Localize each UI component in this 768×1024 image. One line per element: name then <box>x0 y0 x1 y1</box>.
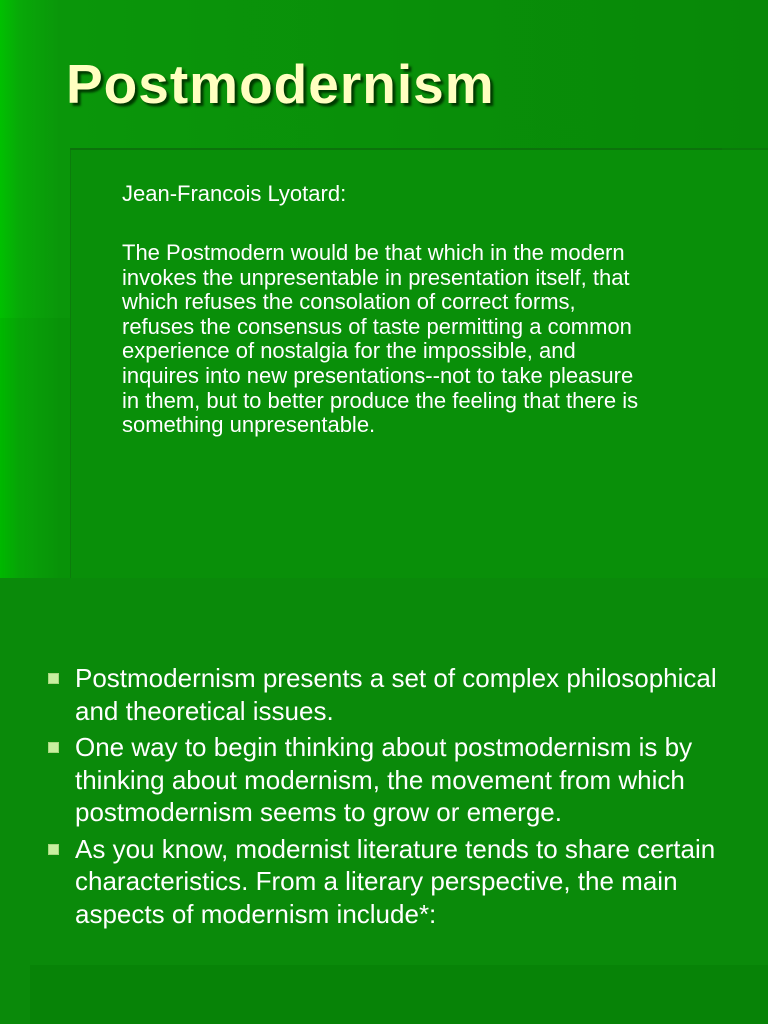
divider-vertical <box>70 148 71 578</box>
bullet-text: Postmodernism presents a set of complex philosophical and theoretical issues. <box>75 663 717 726</box>
square-bullet-icon <box>48 742 59 753</box>
square-bullet-icon <box>48 844 59 855</box>
quote-block <box>122 181 642 438</box>
square-bullet-icon <box>48 673 59 684</box>
divider-horizontal <box>70 148 722 150</box>
bullet-item <box>44 662 744 727</box>
quote-text: The Postmodern would be that which in the modern invokes the unpresentable in presentation itself, that which refuses the consolation of correct forms, refuses the consensus of taste permitting a common experience of nostalgia for the impossible, and inquires into new presentations--not to take pleasure in them, but to better produce the feeling that there is something unpresentable. <box>122 240 639 438</box>
bullet-text: One way to begin thinking about postmodernism is by thinking about modernism, the movement from which postmodernism seems to grow or emerge. <box>75 732 693 827</box>
bullet-item <box>44 731 744 829</box>
bullet-text: As you know, modernist literature tends to share certain characteristics. From a literary perspective, the main aspects of modernism include*: <box>75 833 716 929</box>
bottom-panel <box>30 965 768 1024</box>
slide-title: Postmodernism <box>66 53 495 115</box>
bullet-item <box>44 833 744 931</box>
quote-author: Jean-Francois Lyotard: <box>122 181 347 206</box>
bullet-list <box>44 662 744 934</box>
